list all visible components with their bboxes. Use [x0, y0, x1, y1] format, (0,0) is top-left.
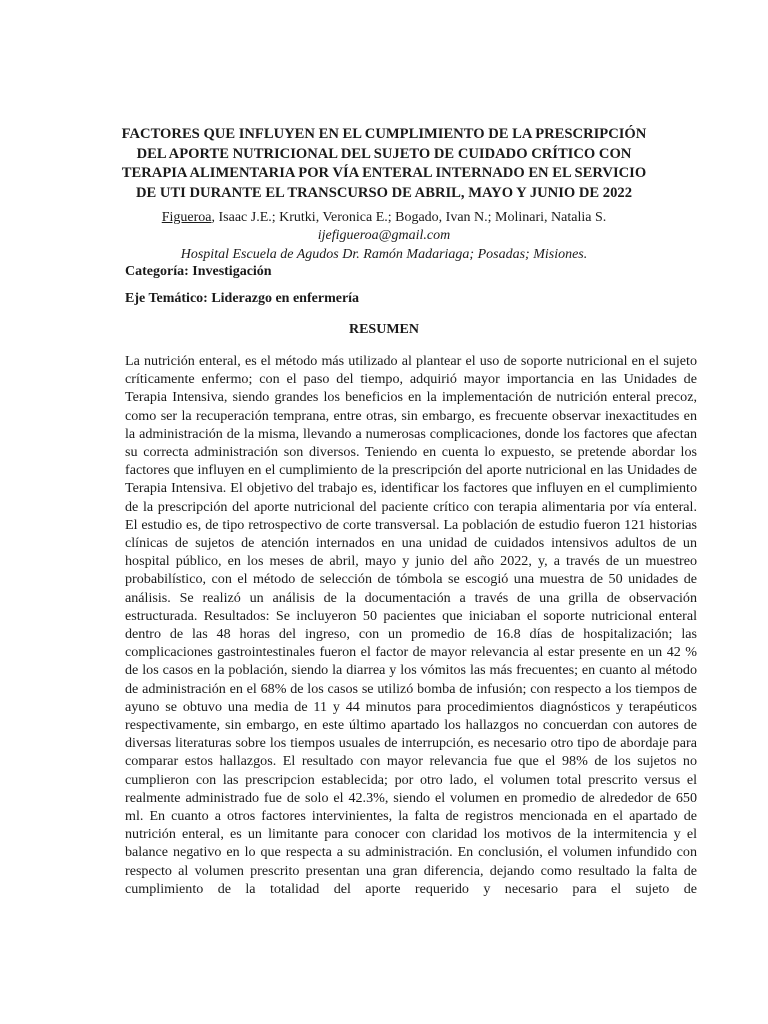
institution: Hospital Escuela de Agudos Dr. Ramón Madariaga; Posadas; Misiones.: [180, 247, 588, 262]
paper-title: [118, 125, 650, 203]
first-author: Figueroa: [161, 210, 212, 225]
thematic-axis-line: Eje Temático: Liderazgo en enfermería: [125, 291, 360, 306]
title-line-1: FACTORES QUE INFLUYEN EN EL CUMPLIMIENTO DE LA PRESCRIPCIÓN: [121, 126, 647, 142]
title-line-4: DE UTI DURANTE EL TRANSCURSO DE ABRIL, MAYO Y JUNIO DE 2022: [135, 184, 632, 201]
title-line-3: TERAPIA ALIMENTARIA POR VÍA ENTERAL INTERNADO EN EL SERVICIO: [121, 165, 647, 181]
abstract-body: La nutrición enteral, es el método más utilizado al plantear el uso de soporte nutricional en el sujeto críticamente enfermo; con el paso del tiempo, adquirió mayor importancia en las Unidades de Terapia Intensiva, siendo grandes los beneficios en la implementación de nutrición enteral precoz, como ser la recuperación temprana, entre otras, sin embargo, es frecuente observar inexactitudes en la administración de la misma, llevando a numerosas complicaciones, donde los factores que afectan su correcta administración son diversos. Teniendo en cuenta lo expuesto, se pretende abordar los factores que influyen en el cumplimiento de la prescripción del aporte nutricional en las Unidades de Terapia Intensiva. El objetivo del trabajo es, identificar los factores que influyen en el cumplimiento de la prescripción del aporte nutricional del paciente crítico con terapia alimentaria por vía enteral. El estudio es, de tipo retrospectivo de corte transversal. La población de estudio fueron 121 historias clínicas de sujetos de atención internados en una unidad de cuidados intensivos adultos de un hospital público, en los meses de abril, mayo y junio del año 2022, y, a través de un muestreo probabilístico, con el método de selección de tómbola se escogió una muestra de 50 unidades de análisis. Se realizó un análisis de la documentación a través de una grilla de observación estructurada. Resultados: Se incluyeron 50 pacientes que iniciaban el soporte nutricional enteral dentro de las 48 horas del ingreso, con un promedio de 16.8 días de hospitalización; las complicaciones gastrointestinales fueron el factor de mayor relevancia al estar presente en un 42 % de los casos en la población, siendo la diarrea y los vómitos las más frecuentes; en cuanto al método de administración en el 68% de los casos se utilizó bomba de infusión; con respecto a los tiempos de ayuno se obtuvo una media de 11 y 44 minutos para procedimientos diagnósticos y terapéuticos respectivamente, sin embargo, en este último apartado los hallazgos no concuerdan con autores de diversas literaturas sobre los tiempos usuales de interrupción, es necesario otro tipo de abordaje para comparar estos hallazgos. El resultado con mayor relevancia fue que el 98% de los sujetos no cumplieron con las prescripcion establecida; por otro lado, el volumen total prescrito versus el realmente administrado fue de solo el 42.3%, siendo el volumen en promedio de alrededor de 650 ml. En cuanto a otros factores intervinientes, la falta de registros mencionada en el apartado de nutrición enteral, es un limitante para conocer con claridad los motivos de la intermitencia y el balance negativo en lo que respecta a su administración. En conclusión, el volumen infundido con respecto al volumen prescrito presentan una gran diferencia, dejando como resultado la falta de cumplimiento de la totalidad del aporte requerido y necesario para el sujeto de: [125, 353, 697, 897]
category-line: Categoría: Investigación: [125, 264, 272, 279]
author-list: [100, 208, 668, 227]
abstract-heading: RESUMEN: [348, 322, 419, 337]
title-line-2: DEL APORTE NUTRICIONAL DEL SUJETO DE CUIDADO CRÍTICO CON: [136, 145, 632, 162]
author-email: ijefigueroa@gmail.com: [317, 228, 451, 243]
other-authors: , Isaac J.E.; Krutki, Veronica E.; Bogado, Ivan N.; Molinari, Natalia S.: [211, 210, 607, 225]
